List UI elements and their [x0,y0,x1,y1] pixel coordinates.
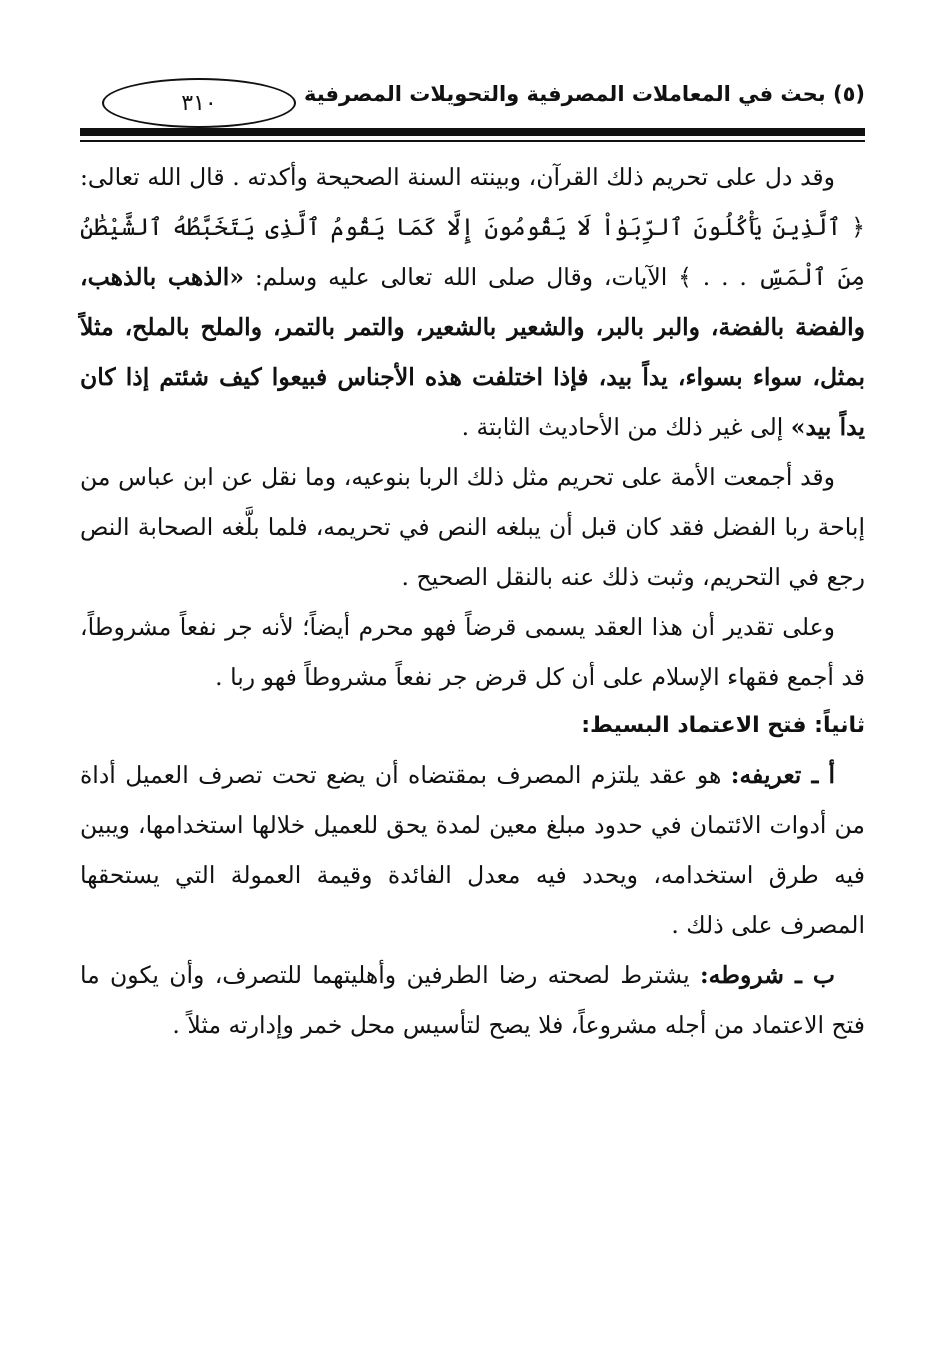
header-rule-thin [80,140,865,142]
page-content [80,152,865,1050]
definition-text: هو عقد يلتزم المصرف بمقتضاه أن يضع تحت تصرف العميل أداة من أدوات الائتمان في حدود مبلغ معين لمدة يحق للعميل خلالها استخدامها، ويبين فيه طرق استخدامه، ويحدد فيه معدل الفائدة وقيمة العمولة التي يستحقها المصرف على ذلك . [80,761,865,939]
paragraph-loan: وعلى تقدير أن هذا العقد يسمى قرضاً فهو محرم أيضاً؛ لأنه جر نفعاً مشروطاً، قد أجمع فقهاء الإسلام على أن كل قرض جر نفعاً مشروطاً فهو ربا . [80,613,865,691]
header-rule-thick [80,128,865,136]
text-transition: الآيات، وقال صلى الله تعالى عليه وسلم: [244,263,679,291]
paragraph-conditions [80,950,865,1050]
text-intro: وقد دل على تحريم ذلك القرآن، وبينته السنة الصحيحة وأكدته . قال الله تعالى: [80,163,835,191]
paragraph-definition [80,750,865,950]
paragraph-consensus: وقد أجمعت الأمة على تحريم مثل ذلك الربا بنوعيه، وما نقل عن ابن عباس من إباحة ربا الفضل فقد كان قبل أن يبلغه النص في تحريمه، فلما بلَّغه الصحابة النص رجع في التحريم، وثبت ذلك عنه بالنقل الصحيح . [80,463,865,591]
text-conclusion: إلى غير ذلك من الأحاديث الثابتة . [461,413,791,441]
paragraph-riba-evidence [80,152,865,452]
page-number: ٣١٠ [102,78,296,128]
conditions-label: ب ـ شروطه: [699,961,836,989]
section-heading: ثانياً: فتح الاعتماد البسيط: [581,713,865,738]
hadith-quote: «الذهب بالذهب، والفضة بالفضة، والبر بالبر، والشعير بالشعير، والتمر بالتمر، والملح بالملح، مثلاً بمثل، سواء بسواء، يداً بيد، فإذا اختلفت هذه الأجناس فبيعوا كيف شئتم إذا كان يداً بيد» [80,263,865,441]
running-title: (٥) بحث في المعاملات المصرفية والتحويلات المصرفية [304,82,865,106]
definition-label: أ ـ تعريفه: [730,761,835,789]
page-header [80,70,865,130]
conditions-text: يشترط لصحته رضا الطرفين وأهليتهما للتصرف، وأن يكون ما فتح الاعتماد من أجله مشروعاً، فلا يصح لتأسيس محل خمر وإدارته مثلاً . [80,961,865,1039]
quran-verse: ﴿ ٱلَّذِينَ يَأْكُلُونَ ٱلرِّبَوٰاْ لَا يَقُومُونَ إِلَّا كَمَا يَقُومُ ٱلَّذِى يَتَخَبَّطُهُ ٱلشَّيْطَٰنُ مِنَ ٱلْمَسِّ . . . ﴾ [80,213,865,291]
